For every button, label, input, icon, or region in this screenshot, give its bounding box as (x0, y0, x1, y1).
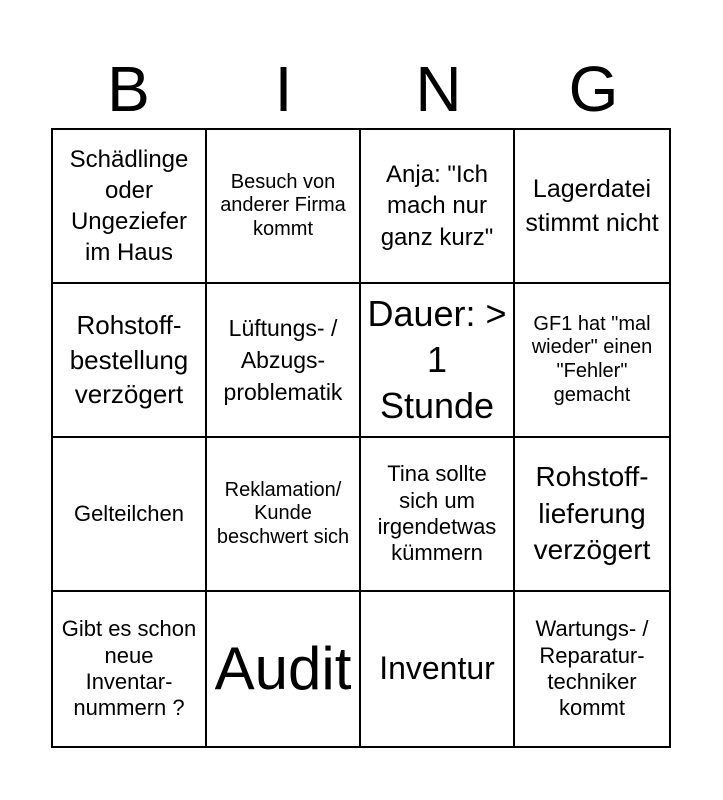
bingo-cell-label: Gibt es schon neue Inventar-nummern ? (61, 616, 197, 721)
bingo-cell-label: Besuch von anderer Firma kommt (220, 170, 346, 240)
bingo-cell-label: Audit (214, 635, 352, 702)
bingo-cell-r1c4[interactable] (515, 130, 669, 284)
bingo-cell-label: Lagerdatei stimmt nicht (525, 174, 659, 237)
header-letter-n: N (415, 53, 462, 125)
bingo-cell-label: Dauer: > 1 Stunde (367, 292, 507, 427)
bingo-cell-r2c1[interactable] (53, 284, 207, 438)
bingo-cell-r3c3[interactable] (361, 438, 515, 592)
bingo-cell-r4c2[interactable] (207, 592, 361, 746)
header-letter-i: I (274, 53, 293, 125)
bingo-header (51, 50, 671, 128)
bingo-cell-r4c4[interactable] (515, 592, 669, 746)
bingo-cell-r2c2[interactable] (207, 284, 361, 438)
bingo-cell-label: Wartungs- / Reparatur-techniker kommt (535, 616, 649, 721)
bingo-cell-r4c1[interactable] (53, 592, 207, 746)
bingo-cell-label: Lüftungs- / Abzugs-problematik (223, 314, 343, 406)
bingo-cell-r3c1[interactable] (53, 438, 207, 592)
header-letter-g: G (568, 53, 619, 125)
bingo-cell-label: Tina sollte sich um irgendetwas kümmern (377, 461, 497, 566)
bingo-cell-r4c3[interactable] (361, 592, 515, 746)
bingo-cell-label: Rohstoff-lieferung verzögert (533, 461, 651, 566)
bingo-cell-label: Reklamation/ Kunde beschwert sich (216, 478, 350, 548)
bingo-cell-label: Gelteilchen (73, 500, 185, 526)
bingo-cell-r1c1[interactable] (53, 130, 207, 284)
bingo-grid (51, 128, 671, 748)
bingo-cell-label: Inventur (379, 650, 495, 687)
bingo-cell-label: Rohstoff-bestellung verzögert (69, 310, 189, 410)
header-letter-b: B (107, 53, 150, 125)
bingo-cell-r1c3[interactable] (361, 130, 515, 284)
bingo-cell-label: GF1 hat "mal wieder" einen "Fehler" gemacht (531, 312, 653, 406)
bingo-cell-label: Schädlinge oder Ungeziefer im Haus (69, 145, 189, 267)
bingo-cell-r1c2[interactable] (207, 130, 361, 284)
bingo-cell-label: Anja: "Ich mach nur ganz kurz" (380, 161, 494, 251)
bingo-cell-r2c4[interactable] (515, 284, 669, 438)
bingo-cell-r3c2[interactable] (207, 438, 361, 592)
bingo-cell-r2c3[interactable] (361, 284, 515, 438)
bingo-cell-r3c4[interactable] (515, 438, 669, 592)
